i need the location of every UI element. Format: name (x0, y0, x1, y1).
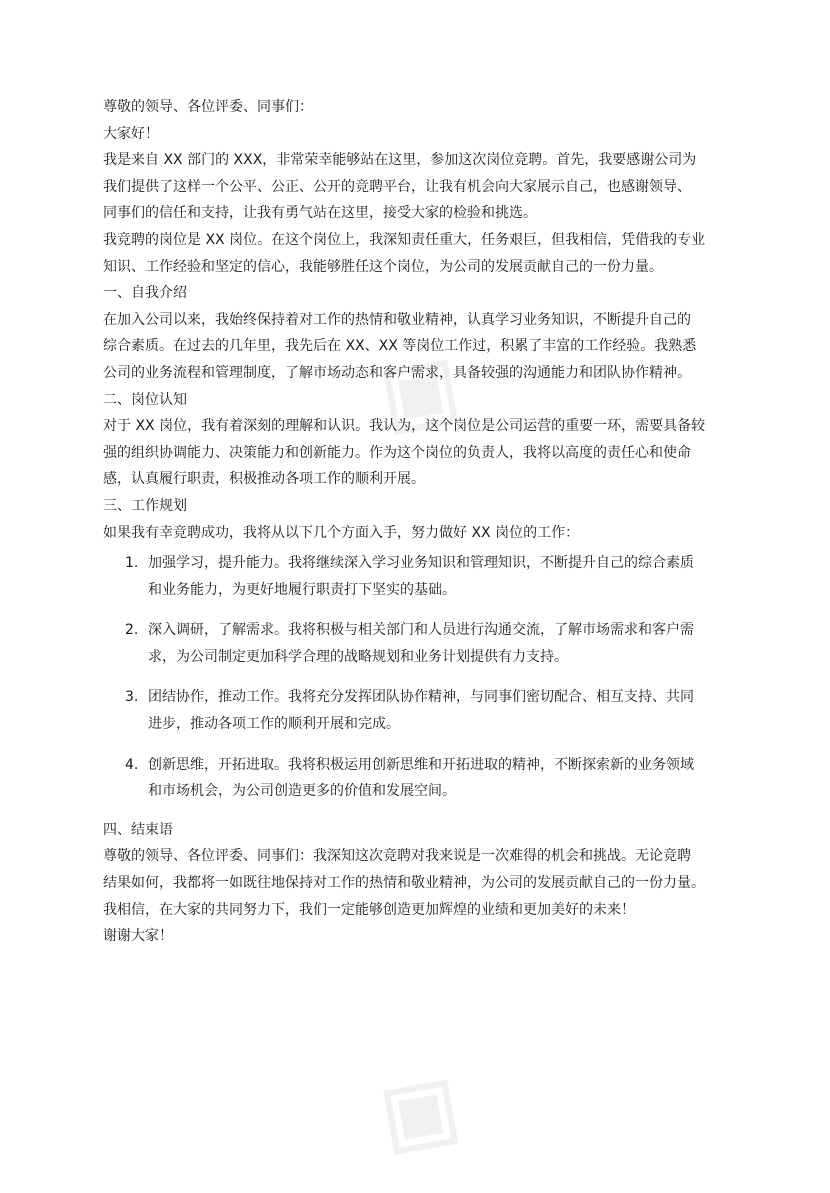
text-line: 进步，推动各项工作的顺利开展和完成。 (148, 716, 400, 733)
list-item (103, 684, 743, 737)
text-line: 我是来自 XX 部门的 XXX，非常荣幸能够站在这里，参加这次岗位竞聘。首先，我要感谢公司为 (103, 152, 697, 169)
section-heading-closing: 四、结束语 (103, 821, 173, 838)
text-line: 我竞聘的岗位是 XX 岗位。在这个岗位上，我深知责任重大，任务艰巨，但我相信，凭借我的专业 (103, 231, 706, 248)
text-line: 和市场机会，为公司创造更多的价值和发展空间。 (148, 783, 456, 800)
position-understanding-paragraph (103, 413, 743, 493)
text-line: 深入调研，了解需求。我将积极与相关部门和人员进行沟通交流，了解市场需求和客户需 (148, 622, 694, 639)
text-line: 感，认真履行职责，积极推动各项工作的顺利开展。 (103, 471, 425, 488)
text-line: 加强学习，提升能力。我将继续深入学习业务知识和管理知识，不断提升自己的综合素质 (148, 555, 694, 572)
work-plan-list (103, 550, 743, 805)
text-line: 知识、工作经验和坚定的信心，我能够胜任这个岗位，为公司的发展贡献自己的一份力量。 (103, 258, 663, 275)
text-line: 我们提供了这样一个公平、公正、公开的竞聘平台，让我有机会向大家展示自己，也感谢领导、 (103, 178, 691, 195)
text-line: 求，为公司制定更加科学合理的战略规划和业务计划提供有力支持。 (148, 648, 568, 665)
position-paragraph (103, 227, 743, 280)
text-line: 强的组织协调能力、决策能力和创新能力。作为这个岗位的负责人，我将以高度的责任心和使命 (103, 444, 691, 461)
text-line: 和业务能力，为更好地履行职责打下坚实的基础。 (148, 581, 456, 598)
list-item (103, 617, 743, 670)
self-intro-paragraph (103, 307, 743, 387)
list-number: 3. (125, 689, 139, 706)
document-body (103, 94, 743, 950)
text-line: 综合素质。在过去的几年里，我先后在 XX、XX 等岗位工作过，积累了丰富的工作经验。我熟悉 (103, 338, 697, 355)
text-line: 对于 XX 岗位，我有着深刻的理解和认识。我认为，这个岗位是公司运营的重要一环，需要具备较 (103, 418, 706, 435)
list-item (103, 550, 743, 603)
text-line: 我相信，在大家的共同努力下，我们一定能够创造更加辉煌的业绩和更加美好的未来！ (103, 901, 635, 918)
section-heading-self-intro: 一、自我介绍 (103, 285, 187, 302)
work-plan-intro: 如果我有幸竞聘成功，我将从以下几个方面入手，努力做好 XX 岗位的工作： (103, 524, 580, 541)
hello-line: 大家好！ (103, 125, 159, 142)
text-line: 公司的业务流程和管理制度，了解市场动态和客户需求，具备较强的沟通能力和团队协作精神。 (103, 364, 691, 381)
intro-paragraph (103, 147, 743, 227)
text-line: 同事们的信任和支持，让我有勇气站在这里，接受大家的检验和挑选。 (103, 205, 537, 222)
closing-paragraph (103, 843, 743, 923)
list-number: 1. (125, 555, 139, 572)
text-line: 结果如何，我都将一如既往地保持对工作的热情和敬业精神，为公司的发展贡献自己的一份力量。 (103, 875, 705, 892)
watermark-mark: ◈ (348, 306, 504, 473)
thanks-line: 谢谢大家！ (103, 928, 173, 945)
text-line: 创新思维，开拓进取。我将积极运用创新思维和开拓进取的精神，不断探索新的业务领域 (148, 756, 694, 773)
section-heading-work-plan: 三、工作规划 (103, 497, 187, 514)
greeting: 尊敬的领导、各位评委、同事们： (103, 99, 313, 115)
list-number: 4. (125, 756, 139, 773)
watermark-mark: ◈ (348, 1026, 504, 1193)
list-number: 2. (125, 622, 139, 639)
text-line: 在加入公司以来，我始终保持着对工作的热情和敬业精神，认真学习业务知识，不断提升自己的 (103, 311, 691, 328)
text-line: 团结协作，推动工作。我将充分发挥团队协作精神，与同事们密切配合、相互支持、共同 (148, 689, 694, 706)
text-line: 尊敬的领导、各位评委、同事们：我深知这次竞聘对我来说是一次难得的机会和挑战。无论竞聘 (103, 848, 691, 865)
list-item (103, 752, 743, 805)
section-heading-position-understanding: 二、岗位认知 (103, 391, 187, 408)
